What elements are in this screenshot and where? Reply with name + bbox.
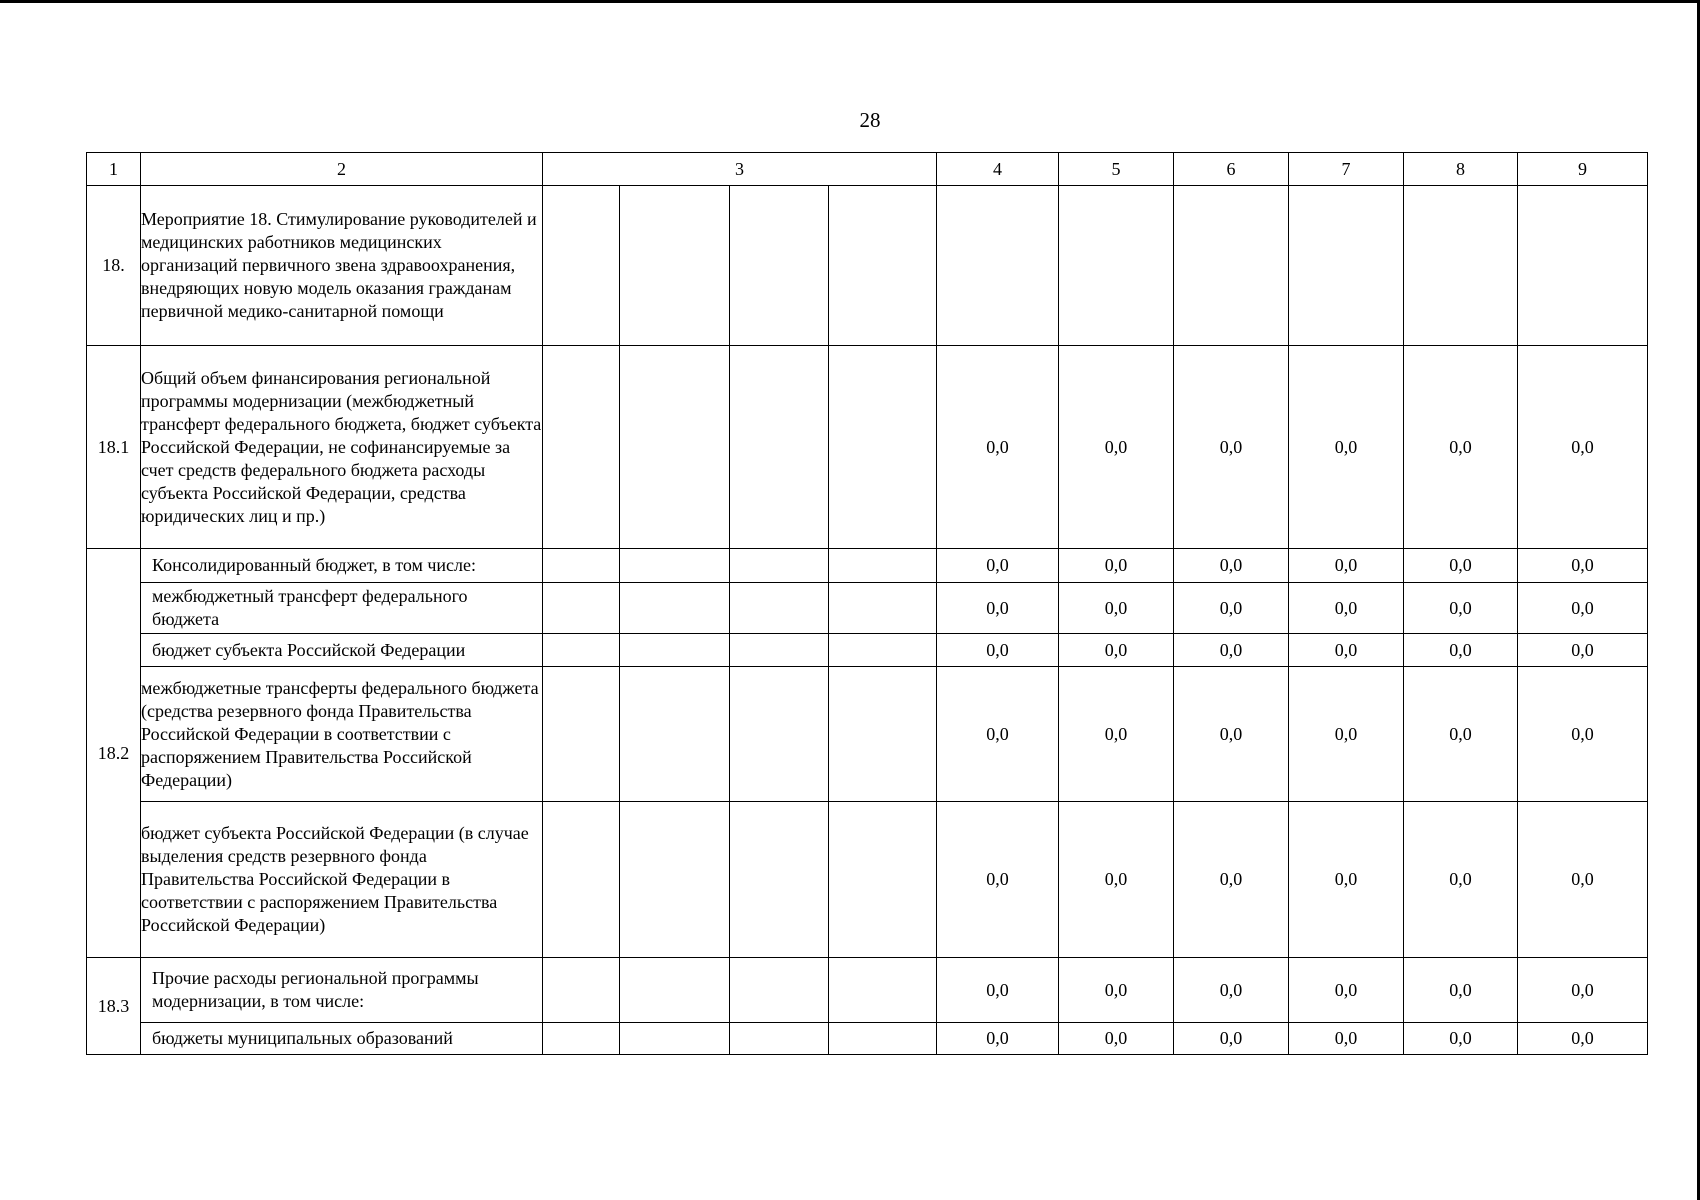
- value-cell: 0,0: [1404, 802, 1518, 958]
- row-description: Общий объем финансирования региональной программы модернизации (межбюджетный трансферт федерального бюджета, бюджет субъекта Российской Федерации, не софинансируемые за счет средств федерального бюджета расходы субъекта Российской Федерации, средства юридических лиц и пр.): [141, 346, 543, 549]
- row-description: бюджет субъекта Российской Федерации: [141, 634, 543, 667]
- table-row: [87, 346, 1648, 549]
- table-row: [87, 802, 1648, 958]
- value-cell: 0,0: [1404, 634, 1518, 667]
- value-cell: 0,0: [1518, 346, 1648, 549]
- empty-cell: [620, 1023, 730, 1055]
- empty-cell: [829, 1023, 937, 1055]
- value-cell: 0,0: [1289, 583, 1404, 634]
- value-cell: 0,0: [1404, 958, 1518, 1023]
- table-header-row: [87, 153, 1648, 186]
- empty-cell: [543, 634, 620, 667]
- value-cell: 0,0: [937, 667, 1059, 802]
- value-cell: 0,0: [1518, 549, 1648, 583]
- value-cell: 0,0: [1518, 1023, 1648, 1055]
- row-description: Прочие расходы региональной программы модернизации, в том числе:: [141, 958, 543, 1023]
- header-cell: 9: [1518, 153, 1648, 186]
- row-description: межбюджетные трансферты федерального бюджета (средства резервного фонда Правительства Российской Федерации в соответствии с распоряжением Правительства Российской Федерации): [141, 667, 543, 802]
- value-cell: 0,0: [1289, 1023, 1404, 1055]
- table-row: [87, 583, 1648, 634]
- value-cell: [1518, 186, 1648, 346]
- empty-cell: [730, 667, 829, 802]
- value-cell: 0,0: [1174, 634, 1289, 667]
- row-description: Мероприятие 18. Стимулирование руководителей и медицинских работников медицинских организаций первичного звена здравоохранения, внедряющих новую модель оказания гражданам первичной медико-санитарной помощи: [141, 186, 543, 346]
- table-row: [87, 186, 1648, 346]
- empty-cell: [620, 958, 730, 1023]
- empty-cell: [543, 346, 620, 549]
- table-row: [87, 667, 1648, 802]
- value-cell: 0,0: [1404, 549, 1518, 583]
- value-cell: 0,0: [1518, 958, 1648, 1023]
- empty-cell: [620, 583, 730, 634]
- value-cell: 0,0: [1174, 802, 1289, 958]
- value-cell: 0,0: [1518, 583, 1648, 634]
- row-number: 18.1: [87, 346, 141, 549]
- value-cell: 0,0: [1404, 346, 1518, 549]
- value-cell: 0,0: [937, 346, 1059, 549]
- empty-cell: [620, 634, 730, 667]
- row-description: бюджеты муниципальных образований: [141, 1023, 543, 1055]
- value-cell: 0,0: [1174, 549, 1289, 583]
- empty-cell: [543, 1023, 620, 1055]
- value-cell: [1404, 186, 1518, 346]
- empty-cell: [543, 549, 620, 583]
- value-cell: [1289, 186, 1404, 346]
- header-cell: 1: [87, 153, 141, 186]
- empty-cell: [730, 549, 829, 583]
- value-cell: 0,0: [1174, 346, 1289, 549]
- value-cell: 0,0: [1174, 583, 1289, 634]
- table-row: [87, 958, 1648, 1023]
- value-cell: 0,0: [1059, 549, 1174, 583]
- budget-table: [86, 152, 1648, 1055]
- empty-cell: [829, 583, 937, 634]
- value-cell: 0,0: [1289, 346, 1404, 549]
- empty-cell: [829, 346, 937, 549]
- row-number: 18.2: [87, 549, 141, 958]
- empty-cell: [829, 634, 937, 667]
- value-cell: 0,0: [1404, 1023, 1518, 1055]
- empty-cell: [620, 346, 730, 549]
- header-cell: 4: [937, 153, 1059, 186]
- empty-cell: [620, 802, 730, 958]
- row-description: Консолидированный бюджет, в том числе:: [141, 549, 543, 583]
- value-cell: 0,0: [1518, 634, 1648, 667]
- value-cell: [937, 186, 1059, 346]
- value-cell: 0,0: [1059, 802, 1174, 958]
- header-cell: 2: [141, 153, 543, 186]
- value-cell: 0,0: [1518, 802, 1648, 958]
- value-cell: 0,0: [937, 634, 1059, 667]
- empty-cell: [543, 958, 620, 1023]
- table-row: [87, 634, 1648, 667]
- value-cell: 0,0: [1404, 583, 1518, 634]
- header-cell: 3: [543, 153, 937, 186]
- empty-cell: [543, 667, 620, 802]
- value-cell: 0,0: [937, 958, 1059, 1023]
- value-cell: 0,0: [1174, 667, 1289, 802]
- empty-cell: [543, 802, 620, 958]
- empty-cell: [730, 802, 829, 958]
- value-cell: 0,0: [1289, 549, 1404, 583]
- value-cell: 0,0: [937, 802, 1059, 958]
- value-cell: [1059, 186, 1174, 346]
- row-number: 18.3: [87, 958, 141, 1055]
- value-cell: 0,0: [1174, 958, 1289, 1023]
- empty-cell: [730, 583, 829, 634]
- empty-cell: [829, 802, 937, 958]
- empty-cell: [620, 667, 730, 802]
- empty-cell: [829, 186, 937, 346]
- value-cell: 0,0: [1059, 583, 1174, 634]
- value-cell: 0,0: [1059, 634, 1174, 667]
- empty-cell: [620, 186, 730, 346]
- table-row: [87, 549, 1648, 583]
- value-cell: 0,0: [1059, 346, 1174, 549]
- empty-cell: [730, 186, 829, 346]
- value-cell: 0,0: [1059, 958, 1174, 1023]
- empty-cell: [730, 1023, 829, 1055]
- row-description: межбюджетный трансферт федерального бюджета: [141, 583, 543, 634]
- header-cell: 7: [1289, 153, 1404, 186]
- empty-cell: [730, 958, 829, 1023]
- value-cell: 0,0: [937, 1023, 1059, 1055]
- value-cell: 0,0: [1518, 667, 1648, 802]
- value-cell: [1174, 186, 1289, 346]
- value-cell: 0,0: [937, 583, 1059, 634]
- value-cell: 0,0: [1174, 1023, 1289, 1055]
- table-row: [87, 1023, 1648, 1055]
- empty-cell: [829, 549, 937, 583]
- value-cell: 0,0: [1404, 667, 1518, 802]
- row-description: бюджет субъекта Российской Федерации (в случае выделения средств резервного фонда Правительства Российской Федерации в соответствии с распоряжением Правительства Российской Федерации): [141, 802, 543, 958]
- empty-cell: [829, 958, 937, 1023]
- value-cell: 0,0: [1289, 634, 1404, 667]
- value-cell: 0,0: [1289, 958, 1404, 1023]
- value-cell: 0,0: [937, 549, 1059, 583]
- header-cell: 5: [1059, 153, 1174, 186]
- empty-cell: [730, 634, 829, 667]
- empty-cell: [829, 667, 937, 802]
- empty-cell: [730, 346, 829, 549]
- value-cell: 0,0: [1059, 1023, 1174, 1055]
- page-number: 28: [859, 108, 881, 132]
- empty-cell: [543, 583, 620, 634]
- empty-cell: [543, 186, 620, 346]
- value-cell: 0,0: [1289, 667, 1404, 802]
- header-cell: 8: [1404, 153, 1518, 186]
- row-number: 18.: [87, 186, 141, 346]
- value-cell: 0,0: [1059, 667, 1174, 802]
- empty-cell: [620, 549, 730, 583]
- header-cell: 6: [1174, 153, 1289, 186]
- value-cell: 0,0: [1289, 802, 1404, 958]
